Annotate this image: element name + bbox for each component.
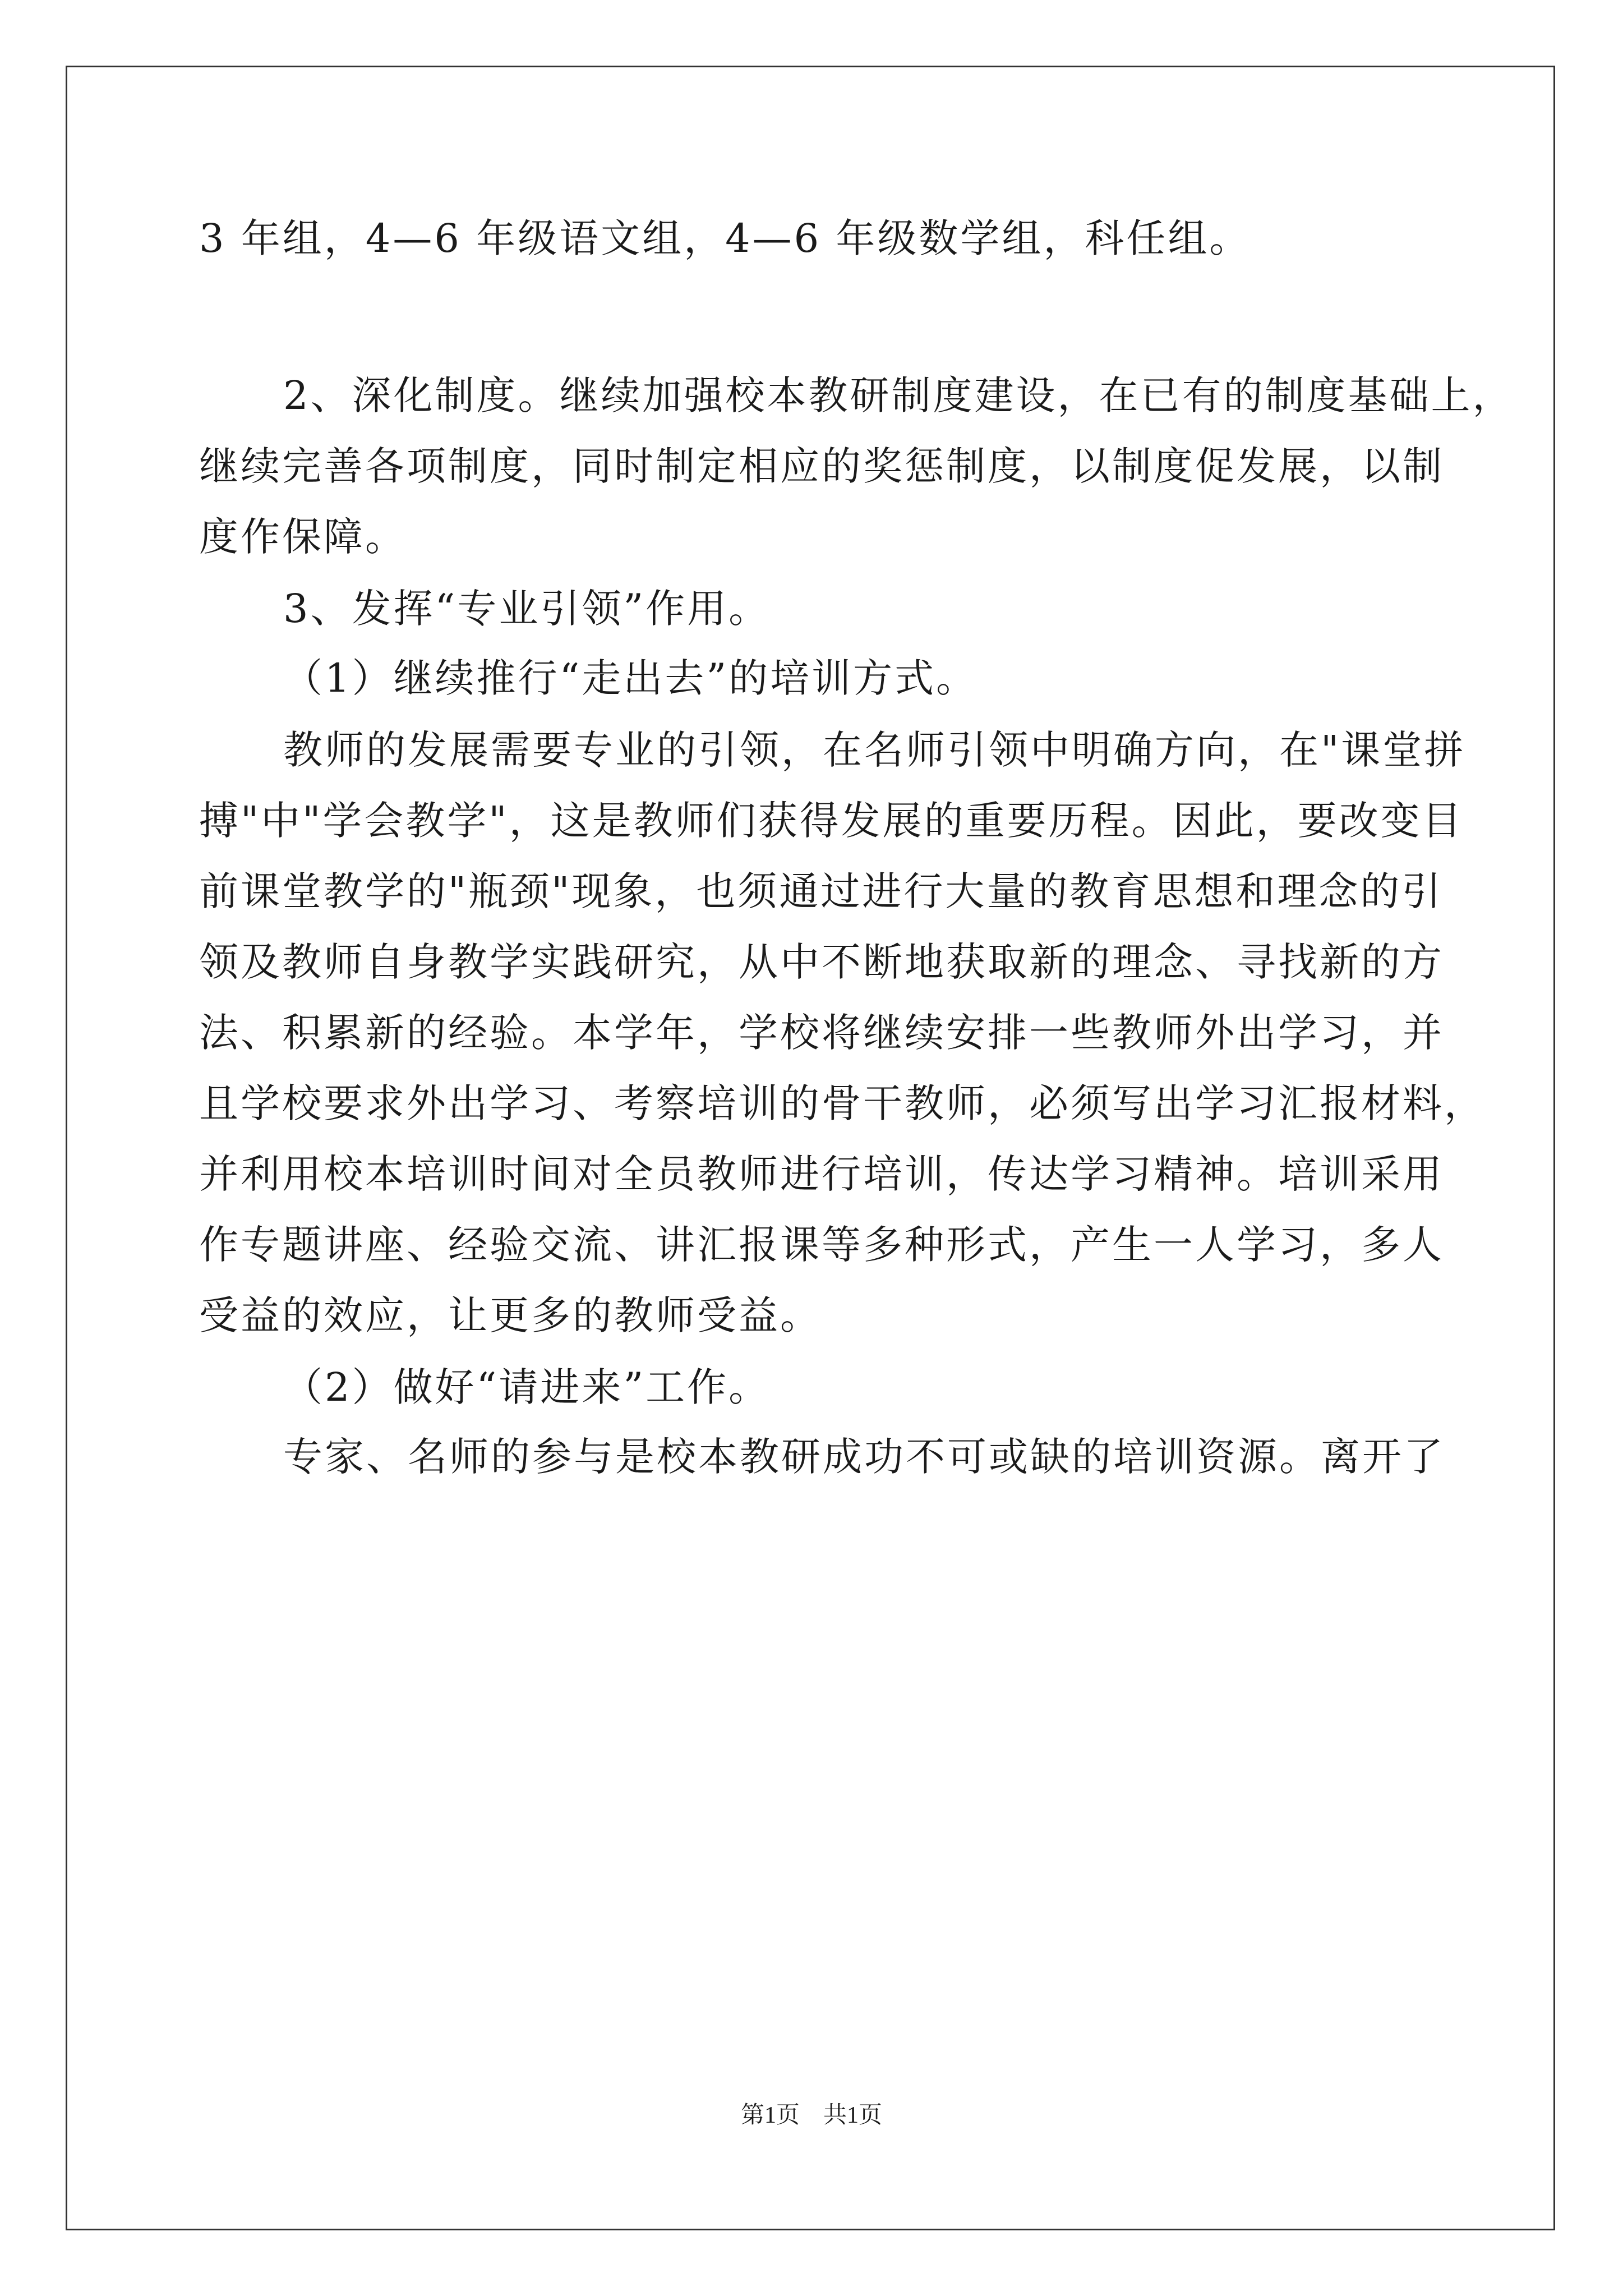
text-line: 继续完善各项制度，同时制定相应的奖惩制度，以制度促发展，以制 [199, 443, 1444, 489]
page-number: 第1页 共1页 [740, 2102, 882, 2128]
text-line: 2、深化制度。继续加强校本教研制度建设，在已有的制度基础上， [283, 372, 1514, 418]
text-line: 3 年组，4—6 年级语文组，4—6 年级数学组，科任组。 [199, 215, 1251, 261]
text-line: 教师的发展需要专业的引领，在名师引领中明确方向，在"课堂拼 [283, 727, 1466, 773]
text-line: 3、发挥“专业引领”作用。 [283, 586, 771, 632]
text-line: 专家、名师的参与是校本教研成功不可或缺的培训资源。离开了 [283, 1434, 1445, 1480]
text-line: 法、积累新的经验。本学年，学校将继续安排一些教师外出学习，并 [199, 1010, 1444, 1056]
text-line: 前课堂教学的"瓶颈"现象，也须通过进行大量的教育思想和理念的引 [199, 868, 1444, 914]
text-line: 领及教师自身教学实践研究，从中不断地获取新的理念、寻找新的方 [199, 939, 1444, 985]
text-line: 受益的效应，让更多的教师受益。 [199, 1292, 822, 1338]
text-line: 度作保障。 [199, 514, 407, 560]
text-line: 并利用校本培训时间对全员教师进行培训，传达学习精神。培训采用 [199, 1151, 1444, 1197]
text-line: 作专题讲座、经验交流、讲汇报课等多种形式，产生一人学习，多人 [199, 1222, 1444, 1268]
text-line: 且学校要求外出学习、考察培训的骨干教师，必须写出学习汇报材料， [199, 1080, 1486, 1126]
text-line: （2）做好“请进来”工作。 [283, 1364, 771, 1410]
text-line: 搏"中"学会教学"，这是教师们获得发展的重要历程。因此，要改变目 [199, 798, 1464, 844]
text-line: （1）继续推行“走出去”的培训方式。 [283, 655, 978, 701]
